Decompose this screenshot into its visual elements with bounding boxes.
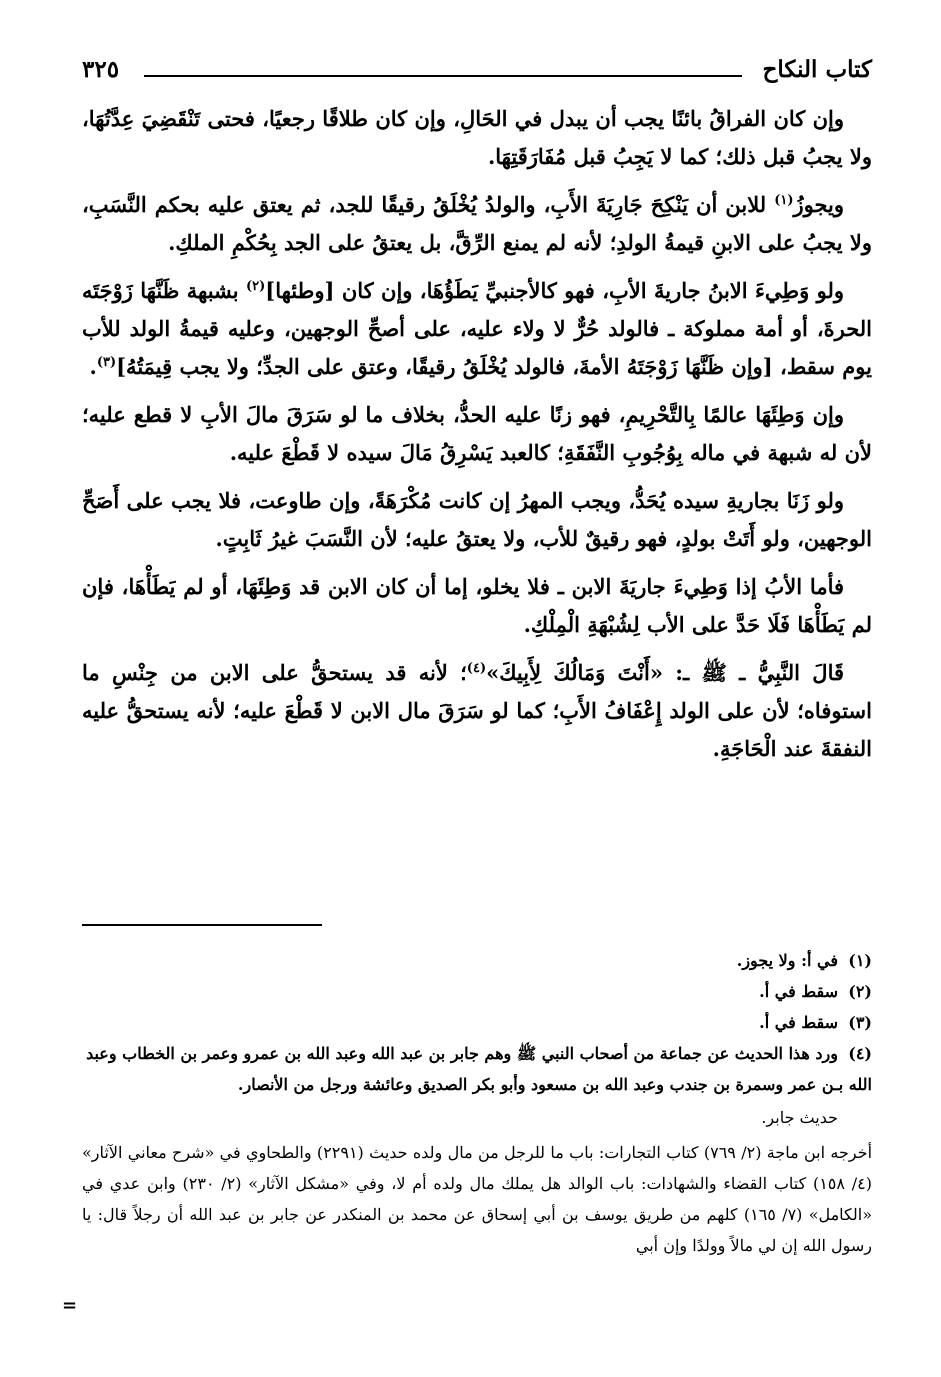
paragraph-1: وإن كان الفراقُ بائنًا يجب أن يبدل في الحَالِ، وإن كان طلاقًا رجعيًا، فحتى تَنْقَضِيَ عِدَّتُهَا، ولا يجبُ قبل ذلك؛ كما لا يَجِبُ قبل مُفَارَقَتِهَا.	[82, 106, 872, 169]
paragraph-3-end: .	[89, 354, 97, 379]
footnote-number: (١)	[848, 951, 872, 970]
footnote-text: سقط في أ.	[759, 1013, 838, 1032]
footnote-text: في أ: ولا يجوز.	[736, 951, 838, 970]
chapter-title: كتاب النكاح	[762, 56, 872, 83]
footnote-continuation: أخرجه ابن ماجة (٢/ ٧٦٩) كتاب التجارات: باب ما للرجل من مال ولده حديث (٢٢٩١) والطحاوي في «شرح معاني الآثار» (٤/ ١٥٨) كتاب القضاء والشهادات: باب الوالد هل يملك مال ولده أم لا، وفي «مشكل الآثار» (٢/ ٢٣٠) وابن عدي في «الكامل» (٧/ ١٦٥) كلهم من طريق يوسف بن أبي إسحاق عن محمد بن المنكدر عن جابر بن عبد الله أن رجلاً قال: يا رسول الله إن لي مالاً وولدًا وإن أبي	[82, 1143, 873, 1255]
paragraph-2	[82, 186, 872, 262]
footnote-1	[82, 945, 872, 976]
footnote-text: سقط في أ.	[759, 982, 838, 1001]
paragraph-6: فأما الأبُ إذا وَطِيءَ جاريَةَ الابن ـ فلا يخلو، إما أن كان الابن قد وَطِئَهَا، أو لم يَطَأْهَا، فإن لم يَطَأْهَا فَلَا حَدَّ على الأب لِشُبْهَةِ الْمِلْكِ.	[82, 574, 872, 637]
footnote-ref-4: (٤)	[466, 661, 487, 676]
paragraph-7-rest: ؛ لأنه قد يستحقُّ على الابن من جِنْسِ ما استوفاه؛ لأن على الولد إِعْفَافُ الأَبِ؛ كما لو سَرَقَ مال الابن لا قَطْعَ عليه؛ لأنه يستحقُّ عليه النفقةَ عند الْحَاجَةِ.	[82, 660, 872, 761]
footnote-separator	[82, 924, 322, 926]
footnote-number: (٣)	[848, 1013, 872, 1032]
continuation-mark: =	[62, 1295, 78, 1316]
footnote-subheading: حديث جابر.	[761, 1108, 838, 1127]
footnote-ref-2: (٢)	[246, 279, 266, 294]
paragraph-4: وإن وَطِئَهَا عالمًا بِالتَّحْرِيمِ، فهو زنًا عليه الحدُّ، بخلاف ما لو سَرَقَ مالَ الأبِ لا قطع عليه؛ لأن له شبهة في ماله بِوُجُوبِ النَّفَقَةِ؛ كالعبد يَسْرِقُ مَالَ سيده لا قَطْعَ عليه.	[82, 402, 872, 465]
footnote-ref-3: (٣)	[96, 355, 117, 370]
paragraph-3-middle: بشبهة ظَنَّهَا زَوْجَتَه الحرةَ، أو أمة مملوكة ـ فالولد حُرٌّ لا ولاء عليه، على أصحِّ الوجهين، وعليه قيمةُ الولد للأب يوم سقط، [وإن ظَنَّهَا زَوْجَتَهُ الأمةَ، فالولد يُخْلَقُ رقيقًا، وعتق على الجدِّ؛ ولا يجب قِيمَتُهُ]	[82, 278, 872, 379]
footnote-text: ورد هذا الحديث عن جماعة من أصحاب النبي ﷺ وهم جابر بن عبد الله وعبد الله بن عمرو وعمر بن الخطاب وعبد الله بـن عمر وسمرة بن جندب وعبد الله بن مسعود وأبو بكر الصديق وعائشة ورجل من الأنصار.	[86, 1044, 872, 1094]
paragraph-2-start: ويجوزُ	[793, 192, 845, 217]
paragraph-5: ولو زَنَا بجاريةِ سيده يُحَدُّ، ويجب المهرُ إن كانت مُكْرَهَةً، وإن طاوعت، فلا يجب على أَصَحِّ الوجهين، ولو أَتَتْ بولدٍ، فهو رقيقٌ للأب، ولا يعتقُ عليه؛ لأن النَّسَبَ غيرُ ثَابِتٍ.	[82, 488, 872, 551]
footnote-number: (٤)	[848, 1044, 872, 1063]
main-text	[82, 100, 872, 778]
page-header	[82, 56, 872, 88]
page-number: ٣٢٥	[82, 56, 120, 83]
footnote-number: (٢)	[848, 982, 872, 1001]
book-page	[62, 0, 873, 1377]
paragraph-3-start: ولو وَطِيءَ الابنُ جاريةَ الأبِ، فهو كالأجنبيِّ يَطَؤُهَا، وإن كان [وطئها]	[265, 278, 844, 303]
footnote-2	[82, 976, 872, 1007]
paragraph-7-start: قَالَ النَّبِيُّ ـ ﷺ ـ: «أَنْتَ وَمَالُكَ لِأَبِيكَ»	[486, 660, 845, 685]
paragraph-3	[82, 272, 872, 386]
footnote-3	[82, 1007, 872, 1038]
header-rule	[144, 75, 742, 77]
footnote-ref-1: (١)	[774, 193, 794, 208]
paragraph-2-rest: للابن أن يَنْكِحَ جَارِيَةَ الأَبِ، والولدُ يُخْلَقُ رقيقًا للجد، ثم يعتق عليه بحكم النَّسَبِ، ولا يجبُ على الابنِ قيمةُ الولدِ؛ لأنه لم يمنع الرِّقَّ، بل يعتقُ على الجد بِحُكْمِ الملكِ.	[82, 192, 872, 255]
paragraph-7	[82, 654, 872, 768]
footnote-4	[82, 1038, 872, 1100]
footnotes	[82, 945, 872, 1261]
